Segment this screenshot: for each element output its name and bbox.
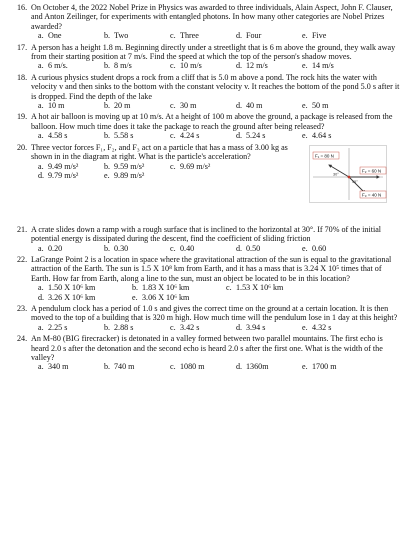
choice-a[interactable]: a. 4.58 s	[38, 131, 68, 141]
choice-e[interactable]: e. 50 m	[302, 101, 329, 111]
choice-e[interactable]: e. 4.64 s	[302, 131, 332, 141]
choice-d[interactable]: d. 1360m	[236, 362, 269, 372]
question-19	[17, 112, 400, 140]
choice-e[interactable]: e. 3.06 X 10⁶ km	[132, 292, 190, 302]
choice-b[interactable]: b. 5.58 s	[104, 131, 134, 141]
choice-e[interactable]: e. 1700 m	[302, 362, 337, 372]
answer-choices	[31, 162, 301, 181]
answer-choices	[31, 61, 400, 70]
question-23	[17, 304, 400, 332]
choice-c[interactable]: c. 9.69 m/s²	[170, 161, 211, 171]
question-18	[17, 73, 400, 111]
answer-choices	[31, 323, 400, 332]
choice-a[interactable]: a. 0.20	[38, 243, 63, 253]
question-number: 24.	[17, 334, 28, 344]
choice-b[interactable]: b. 2.88 s	[104, 322, 134, 332]
question-stem: A person has a height 1.8 m. Beginning directly under a streetlight that is 6 m above the ground, they walk away from their starting position at 7 m/s. Find the speed at which the top of the person's shadow moves.	[31, 42, 396, 62]
choice-b[interactable]: b. 1.83 X 10⁶ km	[132, 283, 190, 293]
choice-d[interactable]: d. 5.24 s	[236, 131, 266, 141]
choice-d[interactable]: d. 40 m	[236, 101, 263, 111]
question-number: 22.	[17, 254, 28, 264]
choice-b[interactable]: b. Two	[104, 31, 129, 41]
choice-d[interactable]: d. 3.94 s	[236, 322, 266, 332]
choice-d[interactable]: d. 9.79 m/s²	[38, 170, 79, 180]
choice-b[interactable]: b. 20 m	[104, 101, 131, 111]
choice-b[interactable]: b. 0.30	[104, 243, 129, 253]
choice-e[interactable]: e. Five	[302, 31, 327, 41]
question-20	[17, 143, 400, 203]
answer-choices	[31, 131, 400, 140]
question-number: 21.	[17, 224, 28, 234]
choice-c[interactable]: c. 1.53 X 10⁶ km	[226, 283, 284, 293]
choice-c[interactable]: c. 30 m	[170, 101, 197, 111]
question-stem: An M-80 (BIG firecracker) is detonated in a valley formed between two parallel mountains. The first echo is heard 2.0 s after the detonation and the second echo is heard 2.0 s after the first one. What is the width of the valley?	[31, 334, 383, 362]
choice-a[interactable]: a. 1.50 X 10⁶ km	[38, 283, 96, 293]
f1-label: F₁ = 80 N	[315, 152, 334, 158]
particle	[348, 175, 351, 178]
choice-c[interactable]: c. 0.40	[170, 243, 195, 253]
choice-e[interactable]: e. 14 m/s	[302, 61, 334, 71]
choice-a[interactable]: a. 6 m/s.	[38, 61, 68, 71]
answer-choices	[31, 362, 400, 371]
choice-b[interactable]: b. 740 m	[104, 362, 135, 372]
question-number: 17.	[17, 42, 28, 52]
question-21	[17, 225, 400, 253]
answer-choices	[31, 101, 400, 110]
question-22	[17, 255, 400, 302]
question-stem: LaGrange Point 2 is a location in space where the gravitational attraction of the sun is equal to the gravitational attraction of the Earth. The sun is 1.5 X 10⁸ km from Earth, and it has a mass that is 3.24 X 10⁵ times that of Earth. How far from Earth, along a line to the sun, must an object be located to be in this location?	[31, 254, 392, 283]
question-stem: Three vector forces F₁, F₂, and F₃ act on a particle that has a mass of 3.00 kg as shown in in the diagram at right. What is the particle's acceleration?	[31, 142, 288, 162]
f3-label: F₃ = 40 N	[362, 191, 382, 197]
question-17	[17, 43, 400, 71]
choice-b[interactable]: b. 8 m/s	[104, 61, 132, 71]
answer-choices	[31, 283, 400, 302]
question-number: 20.	[17, 142, 28, 152]
question-stem: A curious physics student drops a rock from a cliff that is 5.0 m above a pond. The rock hits the water with velocity v and then sinks to the bottom with the constant velocity v. It reaches the bottom of the pond 5.0 s after it is dropped. Find the depth of the lake	[31, 72, 400, 101]
spacer	[17, 205, 400, 225]
choice-d[interactable]: d. 3.26 X 10⁶ km	[38, 292, 96, 302]
f2-label: F₂ = 60 N	[362, 167, 382, 173]
choice-d[interactable]: d. Four	[236, 31, 262, 41]
choice-d[interactable]: d. 0.50	[236, 243, 261, 253]
choice-c[interactable]: c. Three	[170, 31, 199, 41]
choice-a[interactable]: a. 2.25 s	[38, 322, 68, 332]
question-24	[17, 334, 400, 372]
choice-e[interactable]: e. 4.32 s	[302, 322, 332, 332]
choice-a[interactable]: a. 340 m	[38, 362, 69, 372]
answer-choices	[31, 31, 400, 40]
question-number: 19.	[17, 112, 28, 122]
question-16	[17, 3, 400, 41]
answer-choices	[31, 244, 400, 253]
choice-c[interactable]: c. 3.42 s	[170, 322, 200, 332]
choice-a[interactable]: a. One	[38, 31, 62, 41]
question-number: 18.	[17, 72, 28, 82]
angle-30-label: 30°	[333, 172, 339, 177]
force-vector-diagram	[309, 145, 387, 203]
choice-c[interactable]: c. 4.24 s	[170, 131, 200, 141]
choice-c[interactable]: c. 10 m/s	[170, 61, 202, 71]
question-number: 23.	[17, 303, 28, 313]
question-stem: A hot air balloon is moving up at 10 m/s. At a height of 100 m above the ground, a package is released from the balloon. How much time does it take the package to reach the ground after being released?	[31, 112, 393, 131]
choice-b[interactable]: b. 9.59 m/s²	[104, 161, 145, 171]
choice-a[interactable]: a. 10 m	[38, 101, 65, 111]
question-stem: On October 4, the 2022 Nobel Prize in Physics was awarded to three individuals, Alain Aspect, John F. Clauser, and Anton Zeilinger, for experiments with entangled photons. In how many other categories are Nobel Prizes awarded?	[31, 3, 393, 31]
choice-d[interactable]: d. 12 m/s	[236, 61, 268, 71]
question-number: 16.	[17, 3, 28, 12]
choice-a[interactable]: a. 9.49 m/s²	[38, 161, 79, 171]
angle-45-label: 45°	[352, 179, 358, 184]
choice-c[interactable]: c. 1080 m	[170, 362, 205, 372]
choice-e[interactable]: e. 9.89 m/s²	[104, 170, 145, 180]
question-stem: A crate slides down a ramp with a rough surface that is inclined to the horizontal at 30°. If 70% of the initial potential energy is dissipated during the descent, find the coefficient of sliding friction	[31, 224, 382, 244]
force-diagram-svg	[309, 145, 387, 203]
question-stem: A pendulum clock has a period of 1.0 s and gives the correct time on the ground at a certain location. It is then moved to the top of a building that is 320 m high. How much time will the pendulum lose in 1 day at this height?	[31, 303, 398, 323]
choice-e[interactable]: e. 0.60	[302, 243, 327, 253]
